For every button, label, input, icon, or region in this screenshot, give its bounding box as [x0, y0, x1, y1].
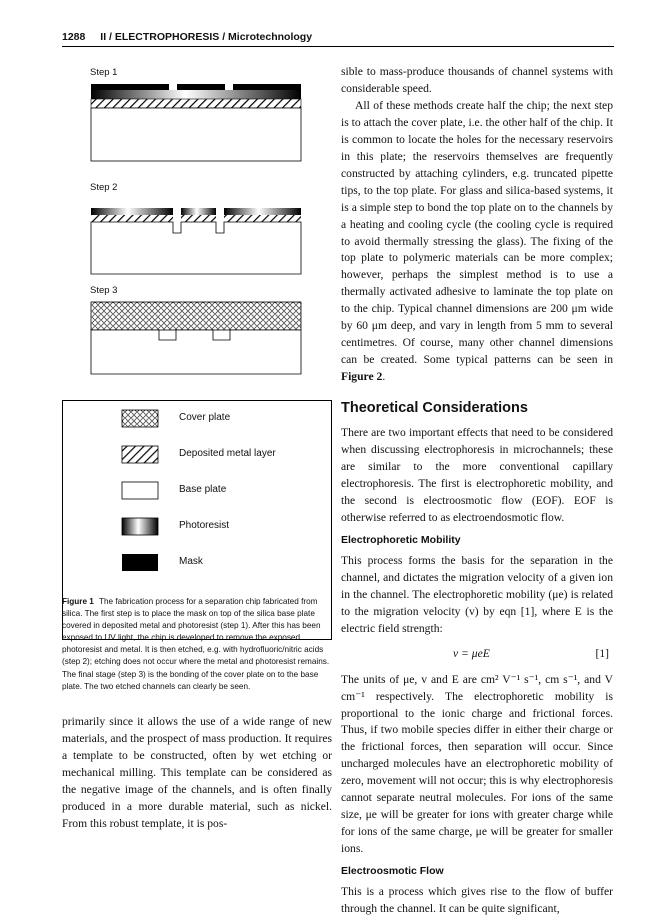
legend-label-mask: Mask — [179, 556, 203, 567]
cover-plate-swatch — [122, 410, 158, 427]
figure-2-reference: Figure 2 — [341, 370, 383, 384]
step-2-diagram — [91, 208, 301, 274]
metal-layer — [91, 215, 173, 222]
paragraph: This is a process which gives rise to the flow of buffer through the channel. It can be quite significant, — [341, 885, 613, 916]
right-column — [341, 64, 613, 918]
paragraph-text-end: . — [382, 370, 386, 384]
section-heading-theory: Theoretical Considerations — [341, 400, 528, 417]
metal-layer-swatch — [122, 446, 158, 463]
step-3-diagram — [91, 302, 301, 374]
left-column-text — [62, 713, 332, 832]
subsection-heading-mobility: Electrophoretic Mobility — [341, 533, 461, 546]
photoresist-swatch — [122, 518, 158, 535]
figure-1 — [62, 56, 332, 596]
legend-label-cover-plate: Cover plate — [179, 412, 231, 423]
step-3-label: Step 3 — [90, 285, 118, 296]
metal-layer — [181, 215, 216, 222]
page-number: 1288 — [62, 31, 86, 43]
figure-caption — [62, 596, 332, 693]
paragraph-text: All of these methods create half the chip; the next step is to attach the cover plate, i.e. the other half of the chip. It is common to locate the holes for the necessary reservoirs in this plate; the reservoirs themselves are frequently constructed by attaching cylinders, e.g. truncated pipette tips, to the top plate. For glass and silica-based systems, it is a simple step to bond the top plate on to the channels by a heating and cooling cycle (the cooling cycle is required to avoid thermally stressing the glass). The fixing of the top plate to polymeric materials can be more complex; however, perhaps the simplest method is to use a thermally activated adhesive to laminate the top plate on to the chip. Typical channel dimensions are 200 μm wide by 60 μm deep, and vary in length from 5 mm to several centimetres. Of course, many other channel dimensions can be created. Some typical patterns can be seen in — [341, 98, 613, 367]
paragraph: The units of μe, v and E are cm² V⁻¹ s⁻¹, cm s⁻¹, and V cm⁻¹ respectively. The electrophoretic mobility is proportional to the ionic charge and frictional forces. Thus, if two mobile species differ in either their charge or the frictional forces, then separation will occur. Since uncharged molecules have an electrophoretic mobility of zero, movement will not occur; this is why electrophoresis cannot separate neutral molecules. For ions of the same size, μe will be greater for ions with greater charge while for ions of the same charge, μe will be greater for smaller ions. — [341, 672, 613, 856]
bonded-base-plate — [91, 330, 301, 374]
fabrication-diagram — [62, 56, 332, 396]
paragraph: This process forms the basis for the separation in the channel, and dictates the migration velocity of a given ion in the channel. The electrophoretic mobility (μe) is related to the migration velocity (v) by eqn [1], where E is the electric field strength: — [341, 553, 613, 635]
equation-1 — [341, 644, 613, 666]
step-2-label: Step 2 — [90, 182, 118, 193]
legend-label-metal-layer: Deposited metal layer — [179, 448, 276, 459]
legend-label-base-plate: Base plate — [179, 484, 227, 495]
equation-number: [1] — [595, 646, 609, 660]
paragraph: sible to mass-produce thousands of channel systems with considerable speed. — [341, 65, 613, 95]
legend-label-photoresist: Photoresist — [179, 520, 230, 531]
mask-swatch — [122, 554, 158, 571]
paragraph: There are two important effects that need to be considered when discussing electrophoresis in microchannels; these are similar to the more conventional capillary electrophoresis. The first is electrophoretic mobility, and the second is electroosmotic flow (EOF). EOF is otherwise referred to as electroendosmotic flow. — [341, 426, 613, 524]
photoresist-layer — [224, 208, 301, 215]
step-1-label: Step 1 — [90, 67, 118, 78]
paragraph — [341, 98, 613, 386]
paragraph: primarily since it allows the use of a wide range of new materials, and the prospect of mass production. It requires a template to be constructed, often by wet etching or mechanical milling. This template can be considered as the negative image of the channels, and is often finally produced in a more durable material, such as nickel. From this robust template, it is pos- — [62, 715, 332, 830]
running-header — [62, 31, 312, 43]
metal-layer — [91, 99, 301, 108]
caption-text: The fabrication process for a separation chip fabricated from silica. The first step is to place the mask on top of the silica base plate covered in deposited metal and photoresist (step 1). After this has been exposed to UV light, the chip is developed to remove the exposed photoresist and metal. It is then etched, e.g. with hydrofluoric/nitric acids (step 2); etching does not occur where the metal and photoresist remains. The final stage (step 3) is the bonding of the cover plate on to the base plate. The two etched channels can clearly be seen. — [62, 597, 330, 691]
equation-body: v = μeE — [453, 646, 490, 660]
photoresist-layer — [91, 208, 173, 215]
photoresist-layer — [91, 90, 301, 99]
step-1-diagram — [91, 84, 301, 161]
running-title: II / ELECTROPHORESIS / Microtechnology — [100, 31, 313, 43]
etched-base-plate — [91, 222, 301, 274]
base-plate — [91, 108, 301, 161]
metal-layer — [224, 215, 301, 222]
header-rule — [62, 46, 614, 47]
photoresist-layer — [181, 208, 216, 215]
base-plate-swatch — [122, 482, 158, 499]
caption-label: Figure 1 — [62, 597, 94, 606]
cover-plate — [91, 302, 301, 330]
subsection-heading-eof: Electroosmotic Flow — [341, 865, 444, 878]
